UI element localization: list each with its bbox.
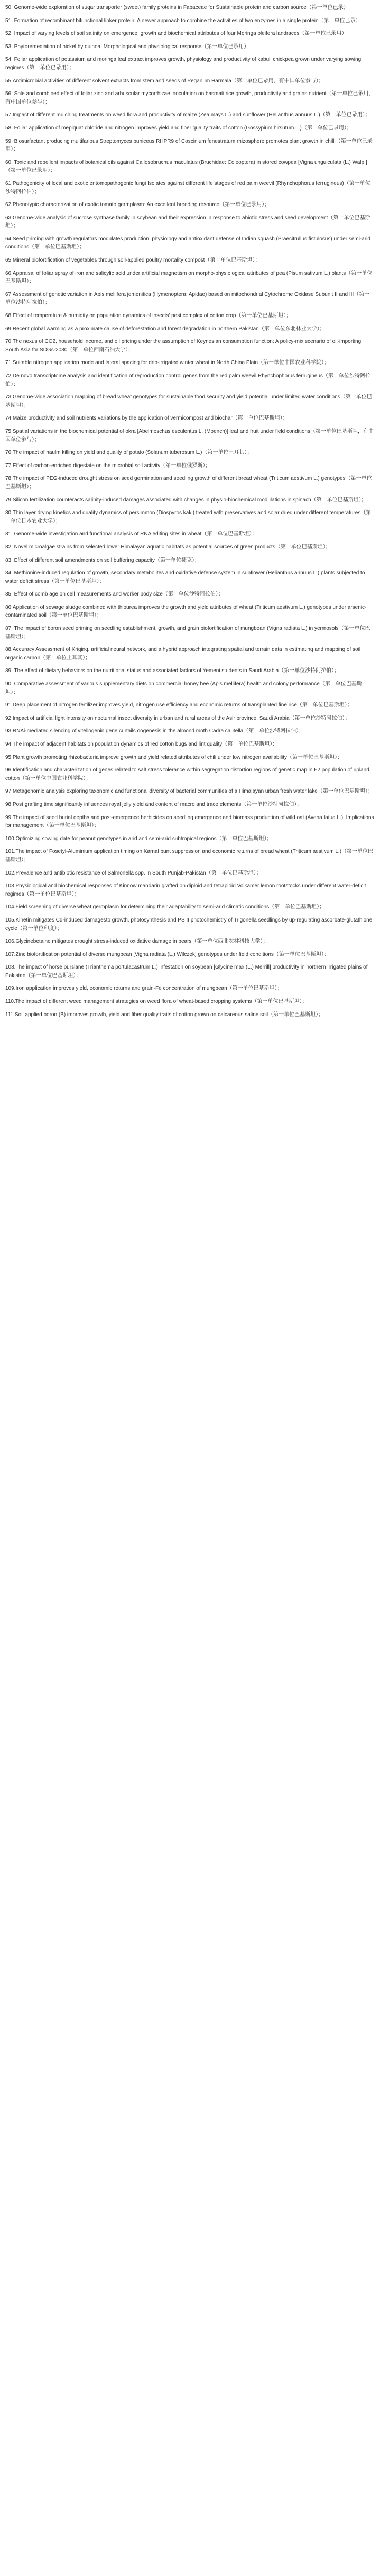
- list-item: 57.Impact of different mulching treatments on weed flora and productivity of maize (Zea mays L.) and sunflower (Helianthus annuus L.)（第一单位已录用）；: [5, 112, 370, 118]
- list-item: 93.RNAi-mediated silencing of vitellogenin gene curtails oogenesis in the almond moth Cadra cautella（第一单位沙特阿拉伯）；: [5, 728, 304, 734]
- list-item: 95.Plant growth promoting rhizobacteria improve growth and yield related attributes of chili under low nitrogen availability（第一单位巴基斯坦）；: [5, 754, 343, 760]
- list-item: 87. The impact of boron seed priming on seedling establishment, growth, and grain biofortification of mungbean (Vigna radiata L.) in yermosols（第一单位巴基斯坦）；: [5, 626, 370, 640]
- list-item: 81. Genome-wide investigation and functional analysis of RNA editing sites in wheat（第一单位巴基斯坦）；: [5, 531, 257, 537]
- list-item: 64.Seed priming with growth regulators modulates production, physiology and antioxidant defense of Indian squash (Praecitrullus fistulosus) under semi-arid conditions（第一单位巴基斯坦）；: [5, 236, 370, 250]
- list-item: 66.Appraisal of foliar spray of iron and salicylic acid under artificial magnetism on morpho-physiological attributes of pea (Pisum sativum L.) plants（第一单位巴基斯坦）；: [5, 270, 373, 285]
- list-item: 80.Thin layer drying kinetics and quality dynamics of persimmon (Diospyros kaki) treated with preservatives and solar dried under different temperatures（第一单位日本农业大学）；: [5, 510, 372, 524]
- list-item: 85. Effect of comb age on cell measurements and worker body size（第一单位沙特阿拉伯）；: [5, 591, 224, 598]
- list-item: 107.Zinc biofortification potential of diverse mungbean [Vigna radiata (L.) Wilczek] genotypes under field conditions（第一单位巴基斯坦）；: [5, 951, 329, 957]
- list-item: 56. Sole and combined effect of foliar zinc and arbuscular mycorrhizae inoculation on basmati rice growth, productivity and grains nutrient（第一单位已录用，有中国单位参与）；: [5, 91, 374, 105]
- list-item: 102.Prevalence and antibiotic resistance of Salmonella spp. in South Punjab-Pakistan（第一单位巴基斯坦）；: [5, 870, 262, 876]
- list-item: 79.Silicon fertilization counteracts salinity-induced damages associated with changes in physio-biochemical modulations in spinach（第一单位巴基斯坦）；: [5, 497, 367, 503]
- list-item: 61.Pathogenicity of local and exotic entomopathogenic fungi Isolates against different life stages of red palm weevil (Rhynchophorus ferrugineus)（第一单位沙特阿拉伯）；: [5, 180, 370, 195]
- list-item: 104.Field screening of diverse wheat germplasm for determining their adaptability to semi-arid climatic conditions（第一单位巴基斯坦）；: [5, 904, 325, 910]
- list-item: 82. Novel microalgae strains from selected lower Himalayan aquatic habitats as potential sources of green products（第一单位巴基斯坦）；: [5, 544, 331, 550]
- list-item: 111.Soil applied boron (B) improves growth, yield and fiber quality traits of cotton grown on calcareous saline soil（第一单位巴基斯坦）；: [5, 1011, 324, 1018]
- list-item: 76.The impact of haulm killing on yield and quality of potato (Solanum tuberosum L.)（第一单位土耳其）；: [5, 450, 253, 456]
- list-item: 106.Glycinebetaine mitigates drought stress-induced oxidative damage in pears（第一单位西北农林科技大学）；: [5, 938, 268, 945]
- list-item: 65.Mineral biofortification of vegetables through soil-applied poultry mortality compost（第一单位巴基斯坦）；: [5, 257, 261, 264]
- list-item: 60. Toxic and repellent impacts of botanical oils against Callosobruchus maculatus (Bruchidae: Coleoptera) in stored cowpea [Vigna unguiculata (L.) Walp.]（第一单位已录用）；: [5, 159, 367, 174]
- list-item: 71.Suitable nitrogen application mode and lateral spacing for drip-irrigated winter wheat in North China Plain（第一单位中国农业科学院）；: [5, 360, 330, 366]
- list-item: 55.Antimicrobial activities of different solvent extracts from stem and seeds of Peganum Harmala（第一单位已录用，有中国单位参与）；: [5, 78, 324, 84]
- list-item: 59. Biosurfactant producing multifarious Streptomyces puniceus RHPR9 of Coscinium fenestratum rhizosphere promotes plant growth in chilli（第一单位已录用）；: [5, 138, 373, 153]
- list-item: 84. Methionine-induced regulation of growth, secondary metabolites and oxidative defense system in sunflower (Helianthus annuus L.) plants subjected to water deficit stress（第一单位巴基斯坦）；: [5, 570, 365, 584]
- list-item: 94.The impact of adjacent habitats on population dynamics of red cotton bugs and lint quality（第一单位巴基斯坦）；: [5, 741, 278, 747]
- list-item: 90. Comparative assessment of various supplementary diets on commercial honey bee (Apis mellifera) health and colony performance（第一单位巴基斯坦）；: [5, 681, 362, 695]
- list-item: 69.Recent global warming as a proximate cause of deforestation and forest degradation in northern Pakistan（第一单位东北林业大学）；: [5, 326, 325, 332]
- list-item: 99.The impact of seed burial depths and post-emergence herbicides on seedling emergence and biomass production of wild oat (Avena fatua L.): Implications for management（第一单位巴基斯坦）；: [5, 814, 374, 829]
- list-item: 70.The nexus of CO2, household income, and oil pricing under the assumption of Keynesian consumption function: A policy-mix scenario of oil-importing South Asia for SDGs-2030（第一单位西南石油大学）；: [5, 339, 362, 353]
- list-item: 53. Phytoremediation of nickel by quinoa: Morphological and physiological response（第一单位已录用）: [5, 43, 249, 50]
- list-item: 92.Impact of artificial light intensity on nocturnal insect diversity in urban and rural areas of the Asir province, Saudi Arabia（第一单位沙特阿拉伯）；: [5, 715, 350, 721]
- list-item: 108.The impact of horse purslane (Trianthema portulacastrum L.) infestation on soybean [Glycine max (L.) Merrill] productivity in northern irrigated plains of Pakistan（第一单位巴基斯坦）；: [5, 964, 368, 979]
- list-item: 110.The impact of different weed management strategies on weed flora of wheat-based cropping systems（第一单位巴基斯坦）；: [5, 999, 308, 1005]
- list-item: 89. The effect of dietary behaviors on the nutritional status and associated factors of Yemeni students in Saudi Arabia（第一单位沙特阿拉伯）；: [5, 668, 340, 674]
- list-item: 83. Effect of different soil amendments on soil buffering capacity（第一单位捷克）；: [5, 557, 200, 563]
- list-item: 109.Iron application improves yield, economic returns and grain-Fe concentration of mungbean（第一单位巴基斯坦）；: [5, 985, 283, 992]
- list-item: 97.Metagenomic analysis exploring taxonomic and functional diversity of bacterial communities of a Himalayan urban fresh water lake（第一单位巴基斯坦）；: [5, 788, 373, 795]
- list-item: 100.Optimizing sowing date for peanut genotypes in arid and semi-arid subtropical regions（第一单位巴基斯坦）；: [5, 835, 272, 842]
- list-item: 72.De novo transcriptome analysis and identification of reproduction control genes from the red palm weevil Rhynchophorus ferrugineus（第一单位沙特阿拉伯）；: [5, 373, 370, 387]
- list-item: 86.Application of sewage sludge combined with thiourea improves the growth and yield attributes of wheat (Triticum aestivum L.) genotypes under arsenic-contaminated soil（第一单位巴基斯坦）；: [5, 604, 367, 619]
- list-item: 54. Foliar application of potassium and moringa leaf extract improves growth, physiology and productivity of kabuli chickpea grown under varying sowing regimes（第一单位已录用）；: [5, 57, 362, 71]
- list-item: 50. Genome-wide exploration of sugar transporter (sweet) family proteins in Fabaceae for Sustainable protein and carbon source（第一单位已录）: [5, 5, 349, 11]
- list-item: 51. Formation of recombinant bifunctional linker protein: A newer approach to combine the activities of two enzymes in a single protein（第一单位已录）: [5, 17, 361, 24]
- publication-list: [0, 0, 380, 1028]
- list-item: 98.Post grafting time significantly influences royal jelly yield and content of macro and trace elements（第一单位沙特阿拉伯）；: [5, 801, 302, 807]
- list-item: 74.Maize productivity and soil nutrients variations by the application of vermicompost and biochar（第一单位巴基斯坦）；: [5, 415, 288, 422]
- list-item: 91.Deep placement of nitrogen fertilizer improves yield, nitrogen use efficiency and economic returns of transplanted fine rice（第一单位巴基斯坦）；: [5, 702, 353, 709]
- list-item: 73.Genome-wide association mapping of bread wheat genotypes for sustainable food security and yield potential under limited water conditions（第一单位巴基斯坦）；: [5, 394, 372, 408]
- list-item: 58. Foliar application of mepiquat chloride and nitrogen improves yield and fiber quality traits of cotton (Gossypium hirsutum L.)（第一单位已录用）；: [5, 125, 352, 131]
- list-item: 63.Genome-wide analysis of sucrose synthase family in soybean and their expression in response to abiotic stress and seed development（第一单位巴基斯坦）；: [5, 215, 370, 229]
- list-item: 75.Spatial variations in the biochemical potential of okra [Abelmoschus esculentus L. (Moench)] leaf and fruit under field conditions（第一单位巴基斯坦，有中国单位参与）；: [5, 428, 374, 443]
- list-item: 101.The impact of Fosetyl-Aluminium application timing on Karnal bunt suppression and economic returns of bread wheat (Triticum aestivum L.)（第一单位巴基斯坦）；: [5, 849, 374, 863]
- list-item: 105.Kinetin mitigates Cd-induced damagesto growth, photosynthesis and PS II photochemistry of Trigonella seedlings by up-regulating ascorbate-glutathione cycle（第一单位印度）；: [5, 917, 373, 932]
- list-item: 78.The impact of PEG-induced drought stress on seed germination and seedling growth of different bread wheat (Triticum aestivum L.) genotypes（第一单位巴基斯坦）；: [5, 476, 372, 490]
- list-item: 68.Effect of temperature & humidity on population dynamics of insects' pest complex of cotton crop（第一单位巴基斯坦）；: [5, 313, 292, 319]
- list-item: 96.Identification and characterization of genes related to salt stress tolerance within segregation distortion regions of genetic map in F2 population of upland cotton（第一单位中国农业科学院）；: [5, 767, 369, 782]
- list-item: 77.Effect of carbon-enriched digestate on the microbial soil activity（第一单位俄罗斯）；: [5, 462, 211, 469]
- list-item: 88.Accuracy Assessment of Kriging, artificial neural network, and a hybrid approach integrating spatial and terrain data in estimating and mapping of soil organic carbon（第一单位土耳其）；: [5, 647, 361, 661]
- list-item: 62.Phenotypic characterization of exotic tomato germplasm: An excellent breeding resource（第一单位已录用）；: [5, 202, 270, 208]
- list-item: 52. Impact of varying levels of soil salinity on emergence, growth and biochemical attributes of four Moringa oleifera landraces（第一单位已录用）: [5, 31, 347, 37]
- list-item: 103.Physiological and biochemical responses of Kinnow mandarin grafted on diploid and tetraploid Volkamer lemon rootstocks under different water-deficit regimes（第一单位巴基斯坦）；: [5, 883, 366, 897]
- list-item: 67.Assessment of genetic variation in Apis mellifera jemenitica (Hymenoptera: Apidae) based on mitochondrial Cytochrome Oxidase Subunit II and III（第一单位沙特阿拉伯）；: [5, 291, 370, 306]
